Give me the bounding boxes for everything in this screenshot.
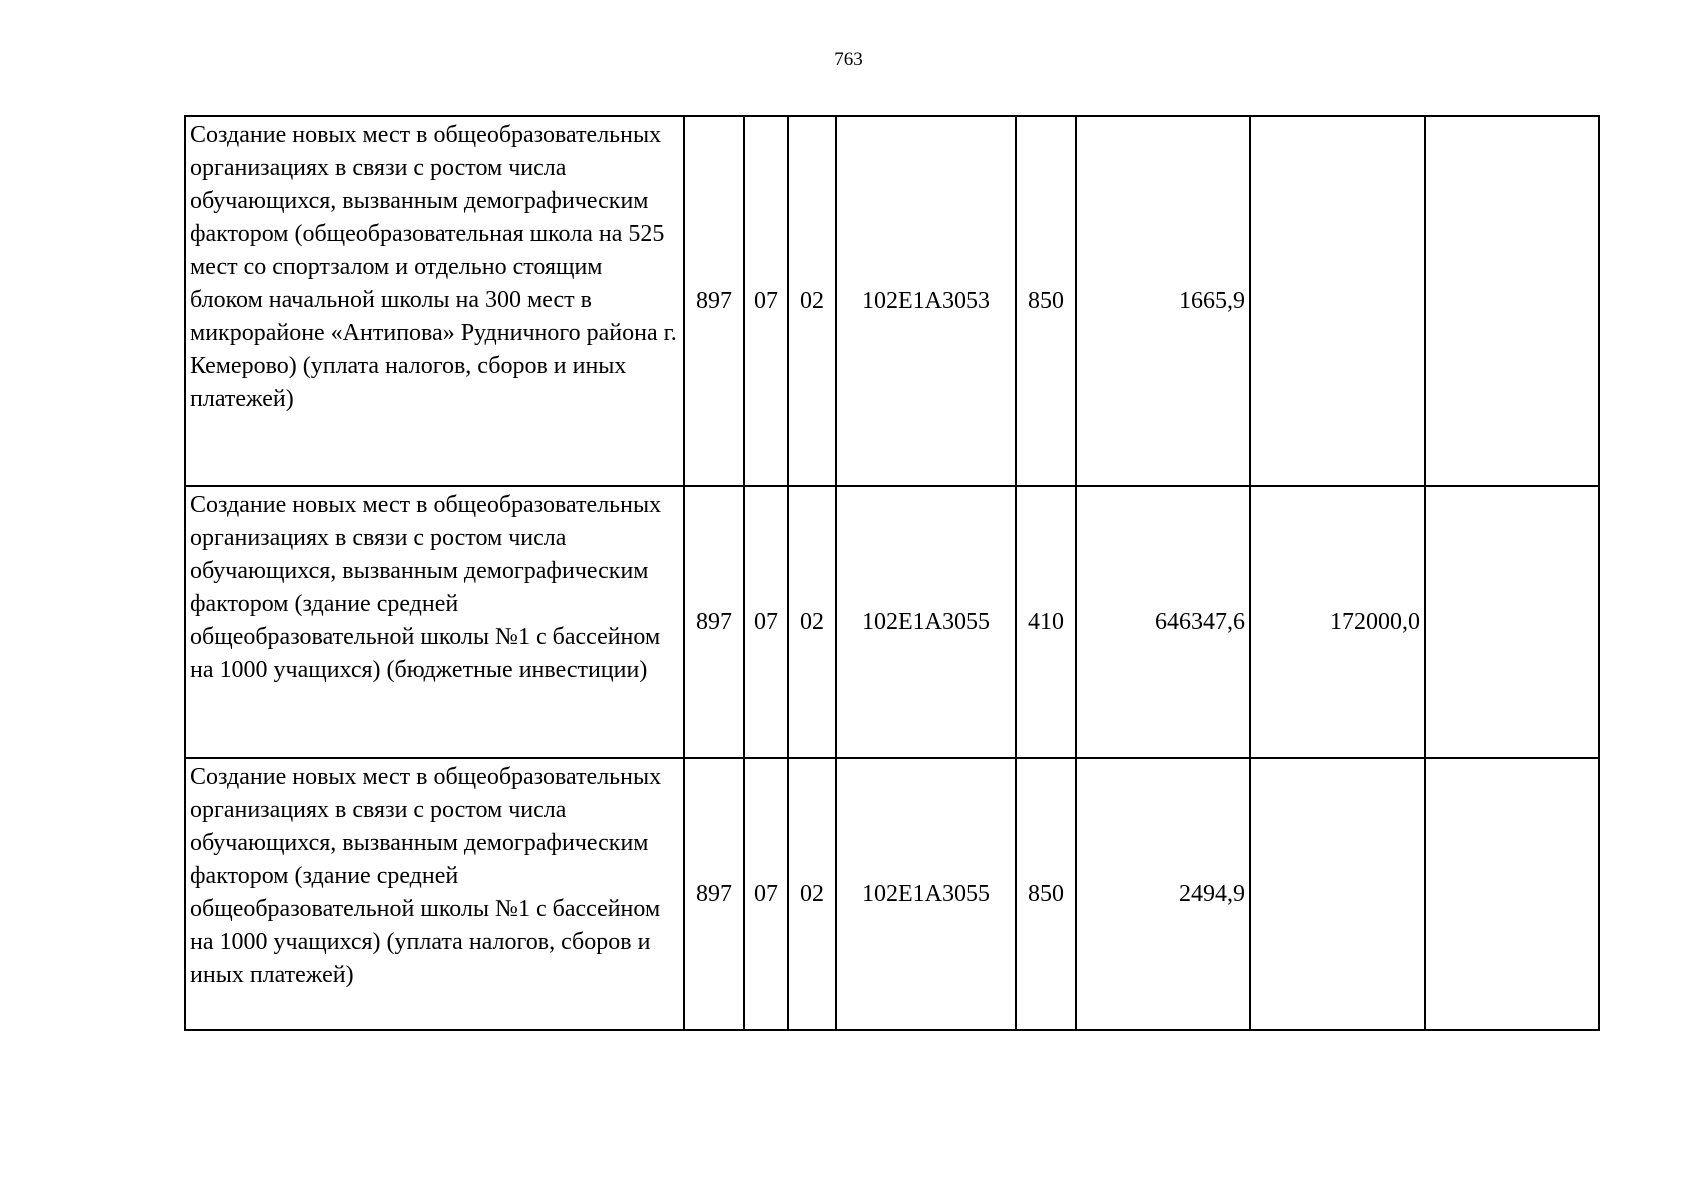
target-article-code: 102E1A3055 xyxy=(836,758,1016,1030)
section-code: 07 xyxy=(744,758,788,1030)
amount-1-cell: 646347,6 xyxy=(1076,486,1250,758)
ministry-code: 897 xyxy=(684,116,744,486)
amount-2-cell xyxy=(1250,116,1425,486)
row-description: Создание новых мест в общеобразовательных организациях в связи с ростом числа обучающихся, вызванным демографическим фактором (здание средней общеобразовательной школы №1 с бассейном на 1000 учащихся) (бюджетные инвестиции) xyxy=(185,486,684,758)
amount-2-cell: 172000,0 xyxy=(1250,486,1425,758)
ministry-code: 897 xyxy=(684,486,744,758)
expense-type-code: 850 xyxy=(1016,116,1076,486)
subsection-code: 02 xyxy=(788,758,836,1030)
subsection-code: 02 xyxy=(788,486,836,758)
section-code: 07 xyxy=(744,486,788,758)
table-row xyxy=(185,116,1599,486)
table-row xyxy=(185,758,1599,1030)
amount-3-cell xyxy=(1425,116,1599,486)
amount-2-cell xyxy=(1250,758,1425,1030)
page-number: 763 xyxy=(834,49,863,70)
subsection-code: 02 xyxy=(788,116,836,486)
expense-type-code: 850 xyxy=(1016,758,1076,1030)
amount-3-cell xyxy=(1425,486,1599,758)
row-description: Создание новых мест в общеобразовательных организациях в связи с ростом числа обучающихся, вызванным демографическим фактором (здание средней общеобразовательной школы №1 с бассейном на 1000 учащихся) (уплата налогов, сборов и иных платежей) xyxy=(185,758,684,1030)
amount-1-cell: 1665,9 xyxy=(1076,116,1250,486)
row-description: Создание новых мест в общеобразовательных организациях в связи с ростом числа обучающихся, вызванным демографическим фактором (общеобразовательная школа на 525 мест со спортзалом и отдельно стоящим блоком начальной школы на 300 мест в микрорайоне «Антипова» Рудничного района г. Кемерово) (уплата налогов, сборов и иных платежей) xyxy=(185,116,684,486)
ministry-code: 897 xyxy=(684,758,744,1030)
target-article-code: 102E1A3055 xyxy=(836,486,1016,758)
target-article-code: 102E1A3053 xyxy=(836,116,1016,486)
table-row xyxy=(185,486,1599,758)
section-code: 07 xyxy=(744,116,788,486)
amount-3-cell xyxy=(1425,758,1599,1030)
amount-1-cell: 2494,9 xyxy=(1076,758,1250,1030)
budget-table xyxy=(184,115,1600,1031)
expense-type-code: 410 xyxy=(1016,486,1076,758)
